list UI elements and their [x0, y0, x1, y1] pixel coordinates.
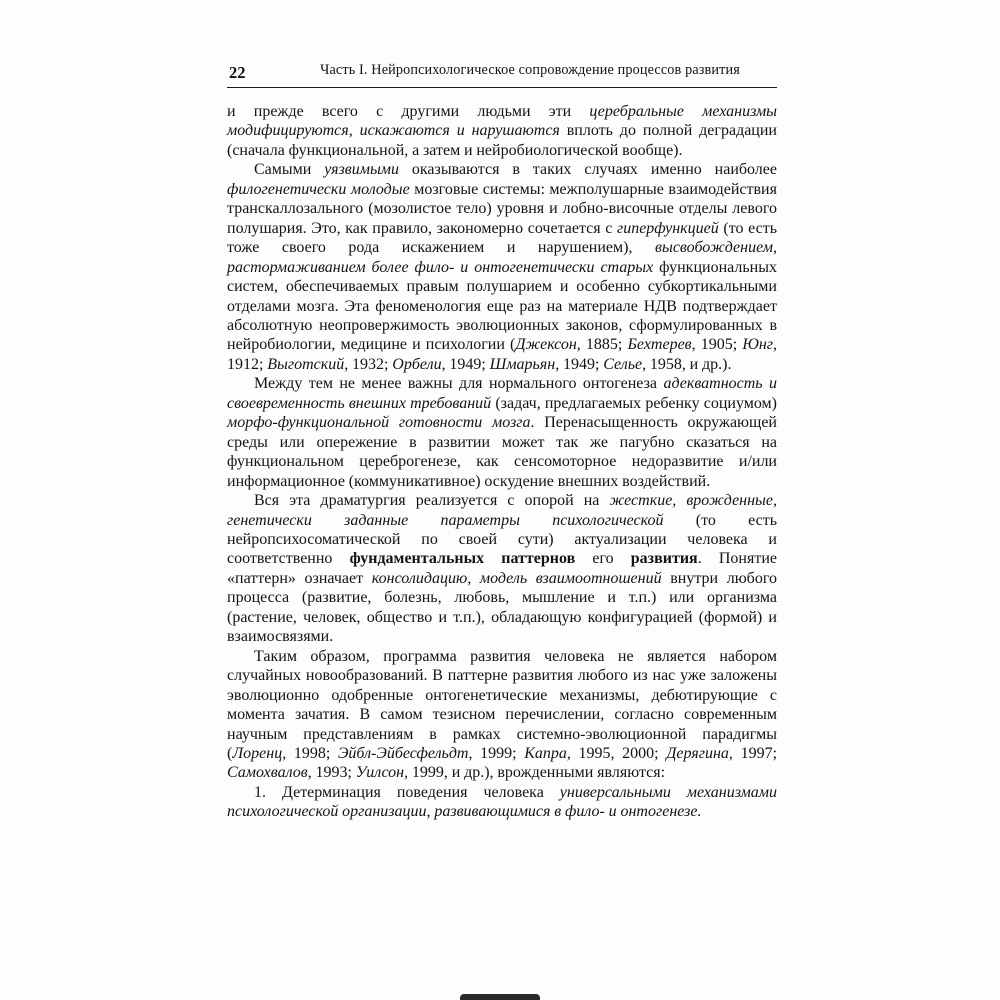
text-segment: Орбели: [392, 355, 442, 373]
text-segment: . Понятие «паттерн» означает: [227, 550, 777, 587]
text-segment: его: [575, 550, 631, 568]
text-segment: гиперфункцией: [616, 219, 719, 237]
text-segment: , 1998;: [282, 744, 338, 762]
paragraph: [227, 491, 777, 647]
text-segment: Между тем не менее важны для нормального онтогенеза: [254, 375, 664, 393]
text-segment: уязвимыми: [324, 161, 399, 179]
text-segment: консолидацию, модель взаимоотношений: [371, 569, 662, 587]
text-segment: , 1997;: [728, 744, 778, 762]
text-segment: филогенетически молодые: [227, 180, 410, 198]
text-segment: Самыми: [254, 161, 325, 179]
text-segment: развития: [630, 550, 698, 568]
text-segment: оказываются в таких случаях именно наиболее: [399, 161, 777, 179]
text-segment: Выготский: [267, 355, 345, 373]
text-segment: 1. Детерминация поведения человека: [254, 783, 560, 801]
text-segment: Юнг: [742, 336, 774, 354]
text-segment: Эйбл-Эйбесфельдт: [337, 744, 469, 762]
paragraph: [227, 160, 777, 374]
text-segment: , 1905;: [691, 336, 743, 354]
text-segment: функциональных систем, обеспечиваемых правым полушарием и особенно субкортикальными отделами мозга. Эта феноменология еще раз на материале НДВ подтверждает абсолютную неопровержимость эволюционных законов, сформулированных в нейробиологии, медицине и психологии (: [227, 258, 777, 354]
paragraph: [227, 102, 777, 160]
text-segment: вплоть до полной деградации (сначала функциональной, а затем и нейробиологической вообще).: [227, 122, 777, 159]
text-segment: , 1993;: [307, 764, 356, 782]
text-segment: морфо-функциональной готовности мозга: [227, 414, 531, 432]
text-segment: . Перенасыщенность окружающей среды или опережение в развитии может так же пагубно сказаться на функциональном цереброгенезе, как сенсомоторное недоразвитие и/или информационное (коммуникативное) оскудение внешних воздействий.: [227, 414, 777, 490]
text-segment: , 1999, и др.), врожденными являются:: [404, 764, 666, 782]
text-segment: , 1958, и др.).: [642, 355, 732, 373]
running-header-row: [227, 62, 777, 84]
running-header: Часть I. Нейропсихологическое сопровождение процессов развития: [320, 62, 740, 78]
text-segment: , 1999;: [468, 744, 525, 762]
text-segment: Селье: [603, 355, 643, 373]
text-segment: Дерягина: [666, 744, 729, 762]
text-segment: (задач, предлагаемых ребенку социумом): [491, 394, 778, 412]
text-segment: Бехтерев: [627, 336, 692, 354]
text-segment: Самохвалов: [227, 764, 308, 782]
text-segment: , 1995, 2000;: [566, 744, 667, 762]
text-segment: Таким образом, программа развития человека не является набором случайных новообразований. В паттерне развития любого из нас уже заложены эволюционно одобренные онтогенетические механизмы, дебютирующие с момента зачатия. В самом тезисном перечислении, согласно современным научным представлениям в рамках системно-эволюционной парадигмы (: [227, 647, 777, 762]
text-segment: , 1949;: [441, 355, 490, 373]
text-segment: жесткие, врожденные, генетически заданные параметры психологической: [227, 492, 777, 529]
text-segment: церебральные механизмы модифицируются, искажаются и нарушаются: [227, 103, 777, 140]
text-segment: Джексон: [515, 336, 577, 354]
text-segment: , 1949;: [555, 355, 604, 373]
header-rule: [227, 87, 777, 88]
paragraph: [227, 374, 777, 491]
text-segment: , 1885;: [576, 336, 628, 354]
text-block: [227, 62, 777, 822]
page-number: 22: [229, 63, 246, 82]
text-segment: мозговые системы: межполушарные взаимодействия транскаллозального (мозолистое тело) уровня и лобно-височные отделы левого полушария. Это, как правило, закономерно сочетается с: [227, 180, 777, 237]
text-segment: Уилсон: [355, 764, 405, 782]
text-segment: (то есть нейропсихосоматической по своей сути) актуализации человека и соответственно: [227, 511, 777, 568]
text-segment: внутри любого процесса (развитие, болезнь, любовь, мышление и т.п.) или организма (растение, человек, общество и т.п.), обладающую конфигурацией (формой) и взаимосвязями.: [227, 569, 777, 646]
text-segment: фундаментальных паттернов: [349, 550, 576, 568]
scan-artifact: [460, 994, 540, 1000]
text-segment: Шмарьян: [489, 355, 556, 373]
body-text: [227, 102, 777, 822]
text-segment: , 1912;: [227, 336, 778, 373]
text-segment: , 1932;: [344, 355, 393, 373]
text-segment: универсальными механизмами психологической организации, развивающимися в фило- и онтогенезе.: [227, 783, 777, 821]
text-segment: (то есть тоже своего рода искажением и нарушением),: [227, 219, 777, 257]
text-segment: Вся эта драматургия реализуется с опорой на: [254, 492, 610, 510]
paragraph: [227, 783, 777, 822]
text-segment: адекватность и своевременность внешних требований: [227, 375, 777, 412]
paragraph: [227, 647, 777, 783]
text-segment: высвобождением, растормаживанием более фило- и онтогенетически старых: [227, 239, 777, 276]
text-segment: Лоренц: [232, 744, 283, 762]
text-segment: Капра: [524, 744, 567, 762]
text-segment: и прежде всего с другими людьми эти: [227, 103, 590, 120]
